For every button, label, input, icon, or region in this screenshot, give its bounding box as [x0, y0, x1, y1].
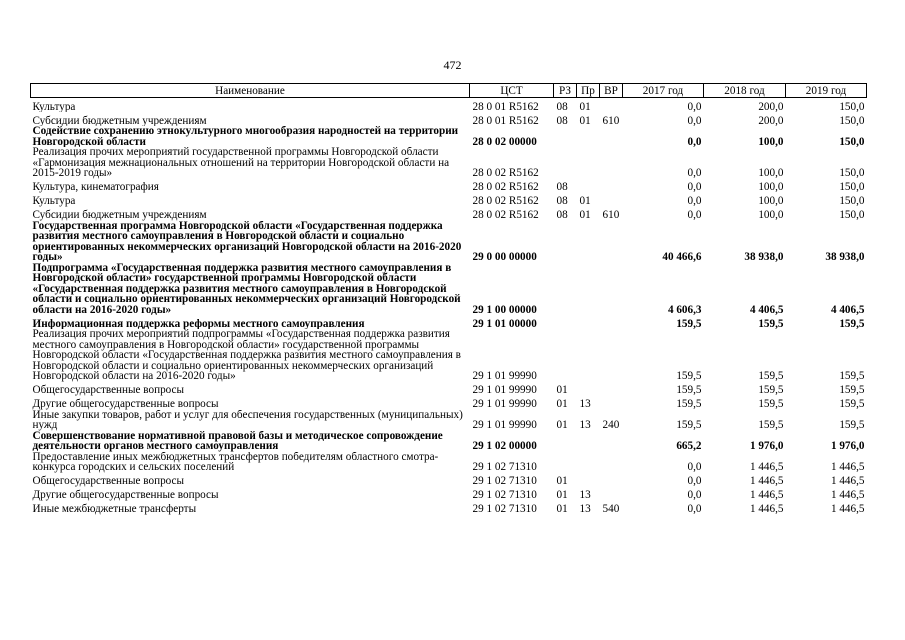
cell-2017: 0,0	[687, 503, 702, 515]
cell-vr	[600, 98, 623, 113]
cell-name: Общегосударственные вопросы	[32, 384, 185, 396]
cell-rz	[554, 221, 577, 263]
cell-pr: 13	[579, 398, 591, 410]
cell-name: Субсидии бюджетным учреждениям	[32, 209, 207, 221]
cell-name: Культура	[32, 100, 76, 112]
page-number: 472	[443, 58, 462, 72]
cell-2019: 1 446,5	[830, 503, 865, 515]
cell-name: Предоставление иных межбюджетных трансфертов победителям областного смотра-конкурса городских и сельских поселений	[32, 451, 439, 473]
cell-vr	[600, 382, 623, 396]
cell-pr	[577, 382, 600, 396]
cell-name: Реализация прочих мероприятий подпрограммы «Государственная поддержка развития местного самоуправления в Новгородской области» государственной программы Новгородской области «Государственная поддержка развития местного самоуправления в Новгородской области и социально ориентированных некоммерческих организаций Новгородской области на 2016-2020 годы»	[32, 329, 461, 382]
cell-2018: 1 446,5	[749, 503, 784, 515]
header-name: Наименование	[31, 84, 470, 98]
table-row	[31, 221, 867, 263]
cell-cst: 29 1 01 99990	[472, 370, 537, 382]
cell-rz: 08	[556, 100, 568, 112]
cell-cst: 29 1 00 00000	[472, 303, 537, 315]
header-2019: 2019 год	[786, 84, 867, 98]
table-row	[31, 473, 867, 487]
cell-name: Совершенствование нормативной правовой базы и методическое сопровождение деятельности органов местного самоуправления	[32, 430, 443, 452]
header-rz: РЗ	[554, 84, 577, 98]
cell-cst: 29 1 02 71310	[472, 475, 537, 487]
cell-vr: 240	[602, 419, 620, 431]
table-row	[31, 98, 867, 113]
table-row	[31, 263, 867, 316]
header-2018: 2018 год	[704, 84, 786, 98]
cell-2017: 665,2	[676, 440, 702, 452]
table-header-row	[31, 84, 867, 98]
cell-pr	[577, 452, 600, 473]
cell-name: Иные закупки товаров, работ и услуг для обеспечения государственных (муниципальных) нужд	[32, 409, 463, 431]
cell-vr	[600, 263, 623, 316]
cell-rz	[554, 147, 577, 179]
cell-2019: 150,0	[839, 100, 865, 112]
cell-vr	[600, 473, 623, 487]
cell-cst: 29 1 02 71310	[472, 461, 537, 473]
cell-pr	[577, 329, 600, 382]
cell-2018: 159,5	[758, 384, 784, 396]
cell-name: Общегосударственные вопросы	[32, 475, 185, 487]
cell-2018: 159,5	[758, 317, 784, 329]
cell-2018: 1 446,5	[749, 475, 784, 487]
cell-vr	[600, 396, 623, 410]
cell-2019: 159,5	[839, 317, 865, 329]
cell-2019: 1 446,5	[830, 489, 865, 501]
table-row	[31, 207, 867, 221]
cell-2017: 0,0	[687, 181, 702, 193]
cell-pr: 01	[579, 209, 591, 221]
cell-2017: 159,5	[676, 398, 702, 410]
cell-2019: 1 446,5	[830, 461, 865, 473]
cell-2018: 100,0	[758, 209, 784, 221]
table-row	[31, 382, 867, 396]
table-row	[31, 329, 867, 382]
cell-rz	[554, 452, 577, 473]
cell-2018: 100,0	[758, 135, 784, 147]
cell-vr	[600, 147, 623, 179]
cell-rz: 01	[556, 398, 568, 410]
cell-vr	[600, 221, 623, 263]
cell-rz: 08	[556, 195, 568, 207]
cell-rz: 01	[556, 489, 568, 501]
table-row	[31, 147, 867, 179]
cell-vr	[600, 487, 623, 501]
cell-2017: 40 466,6	[662, 251, 702, 263]
cell-2019: 150,0	[839, 114, 865, 126]
table-row	[31, 112, 867, 126]
cell-2018: 159,5	[758, 419, 784, 431]
cell-vr: 610	[602, 114, 620, 126]
cell-2017: 159,5	[676, 317, 702, 329]
cell-name: Государственная программа Новгородской области «Государственная поддержка развития местного самоуправления в Новгородской области и социально ориентированных некоммерческих организаций Новгородской области на 2016-2020 годы»	[32, 220, 462, 263]
cell-name: Культура, кинематография	[32, 181, 159, 193]
cell-cst: 28 0 02 00000	[472, 135, 537, 147]
cell-rz: 01	[556, 384, 568, 396]
table-row	[31, 487, 867, 501]
cell-name: Реализация прочих мероприятий государственной программы Новгородской области «Гармонизация межнациональных отношений на территории Новгородской области на 2015-2019 годы»	[32, 147, 450, 179]
cell-cst: 28 0 01 R5162	[472, 100, 539, 112]
cell-pr: 01	[579, 195, 591, 207]
cell-2017: 0,0	[687, 489, 702, 501]
cell-cst: 28 0 02 R5162	[472, 167, 539, 179]
cell-pr: 13	[579, 503, 591, 515]
cell-cst: 28 0 02 R5162	[472, 181, 539, 193]
cell-cst: 29 1 02 00000	[472, 440, 537, 452]
table-row	[31, 396, 867, 410]
cell-2017: 159,5	[676, 384, 702, 396]
cell-2018: 4 406,5	[749, 303, 784, 315]
cell-2018: 100,0	[758, 167, 784, 179]
table-row	[31, 193, 867, 207]
cell-vr	[600, 315, 623, 329]
cell-2019: 4 406,5	[830, 303, 865, 315]
cell-cst: 29 1 02 71310	[472, 503, 537, 515]
cell-2017: 159,5	[676, 370, 702, 382]
cell-2018: 1 976,0	[749, 440, 784, 452]
table-row	[31, 452, 867, 473]
cell-cst: 29 1 01 99990	[472, 384, 537, 396]
budget-table	[30, 83, 867, 515]
cell-2017: 4 606,3	[667, 303, 702, 315]
header-2017: 2017 год	[623, 84, 704, 98]
cell-rz: 08	[556, 181, 568, 193]
header-vr: ВР	[600, 84, 623, 98]
cell-2019: 159,5	[839, 419, 865, 431]
cell-cst: 29 1 01 00000	[472, 317, 537, 329]
cell-pr	[577, 179, 600, 193]
cell-cst: 29 0 00 00000	[472, 251, 537, 263]
cell-2019: 159,5	[839, 384, 865, 396]
cell-name: Другие общегосударственные вопросы	[32, 489, 219, 501]
table-row	[31, 315, 867, 329]
cell-2017: 0,0	[687, 100, 702, 112]
cell-2018: 200,0	[758, 114, 784, 126]
cell-2017: 0,0	[687, 135, 702, 147]
cell-vr	[600, 193, 623, 207]
cell-pr: 01	[579, 100, 591, 112]
cell-vr	[600, 179, 623, 193]
cell-2019: 150,0	[839, 195, 865, 207]
cell-name: Другие общегосударственные вопросы	[32, 398, 219, 410]
cell-vr: 610	[602, 209, 620, 221]
cell-pr	[577, 473, 600, 487]
table-body	[31, 98, 867, 515]
cell-pr	[577, 315, 600, 329]
table-row	[31, 126, 867, 147]
cell-2019: 159,5	[839, 398, 865, 410]
cell-rz: 08	[556, 114, 568, 126]
cell-vr	[600, 452, 623, 473]
cell-2018: 1 446,5	[749, 489, 784, 501]
cell-2017: 0,0	[687, 209, 702, 221]
cell-2017: 159,5	[676, 419, 702, 431]
cell-pr	[577, 263, 600, 316]
cell-2019: 159,5	[839, 370, 865, 382]
cell-name: Культура	[32, 195, 76, 207]
table-row	[31, 179, 867, 193]
cell-2018: 159,5	[758, 370, 784, 382]
cell-pr: 13	[579, 419, 591, 431]
cell-cst: 28 0 01 R5162	[472, 114, 539, 126]
table-row	[31, 410, 867, 431]
cell-2017: 0,0	[687, 195, 702, 207]
cell-cst: 29 1 01 99990	[472, 419, 537, 431]
cell-name: Субсидии бюджетным учреждениям	[32, 114, 207, 126]
cell-pr	[577, 126, 600, 147]
cell-2017: 0,0	[687, 114, 702, 126]
cell-pr	[577, 147, 600, 179]
cell-rz	[554, 315, 577, 329]
cell-vr	[600, 126, 623, 147]
cell-2019: 150,0	[839, 167, 865, 179]
cell-rz: 08	[556, 209, 568, 221]
cell-rz: 01	[556, 419, 568, 431]
cell-2018: 100,0	[758, 181, 784, 193]
cell-2017: 0,0	[687, 167, 702, 179]
cell-rz	[554, 126, 577, 147]
cell-rz	[554, 329, 577, 382]
table-row	[31, 431, 867, 452]
cell-name: Информационная поддержка реформы местного самоуправления	[32, 317, 365, 329]
cell-pr	[577, 221, 600, 263]
table-row	[31, 501, 867, 515]
cell-vr: 540	[602, 503, 620, 515]
cell-2019: 150,0	[839, 181, 865, 193]
header-pr: Пр	[577, 84, 600, 98]
cell-2018: 100,0	[758, 195, 784, 207]
cell-name: Иные межбюджетные трансферты	[32, 503, 197, 515]
cell-2017: 0,0	[687, 475, 702, 487]
cell-rz	[554, 263, 577, 316]
cell-2019: 1 976,0	[830, 440, 865, 452]
cell-name: Содействие сохранению этнокультурного многообразия народностей на территории Новгородской области	[32, 126, 459, 147]
cell-rz: 01	[556, 503, 568, 515]
cell-pr	[577, 431, 600, 452]
cell-cst: 29 1 02 71310	[472, 489, 537, 501]
cell-cst: 28 0 02 R5162	[472, 195, 539, 207]
cell-2019: 150,0	[839, 209, 865, 221]
cell-2018: 38 938,0	[744, 251, 784, 263]
cell-rz: 01	[556, 475, 568, 487]
cell-pr: 13	[579, 489, 591, 501]
cell-name: Подпрограмма «Государственная поддержка развития местного самоуправления в Новгородской области» государственной программы Новгородской области «Государственная поддержка развития местного самоуправления в Новгородской области и социально ориентированных некоммерческих организаций Новгородской области на 2016-2020 годы»	[32, 262, 461, 315]
cell-cst: 28 0 02 R5162	[472, 209, 539, 221]
cell-2019: 38 938,0	[825, 251, 865, 263]
cell-rz	[554, 431, 577, 452]
cell-2018: 159,5	[758, 398, 784, 410]
header-cst: ЦСТ	[470, 84, 554, 98]
cell-2019: 150,0	[839, 135, 865, 147]
cell-vr	[600, 431, 623, 452]
cell-2018: 1 446,5	[749, 461, 784, 473]
cell-2018: 200,0	[758, 100, 784, 112]
cell-cst: 29 1 01 99990	[472, 398, 537, 410]
cell-2019: 1 446,5	[830, 475, 865, 487]
cell-2017: 0,0	[687, 461, 702, 473]
cell-pr: 01	[579, 114, 591, 126]
cell-vr	[600, 329, 623, 382]
